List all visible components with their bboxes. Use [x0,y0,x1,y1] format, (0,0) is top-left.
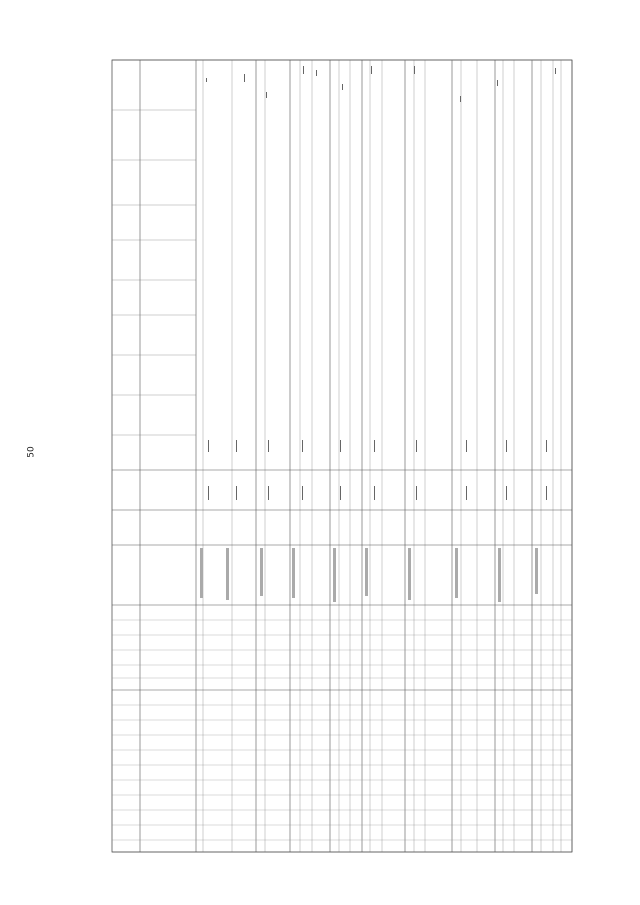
dashed-row-dividers [196,60,532,852]
year-header-lines [112,110,196,435]
major-column-lines [140,60,572,852]
minor-column-lines [203,60,561,852]
page-number: 50 [26,446,37,458]
cell-marks [206,66,556,500]
description-text-blocks [200,548,538,602]
